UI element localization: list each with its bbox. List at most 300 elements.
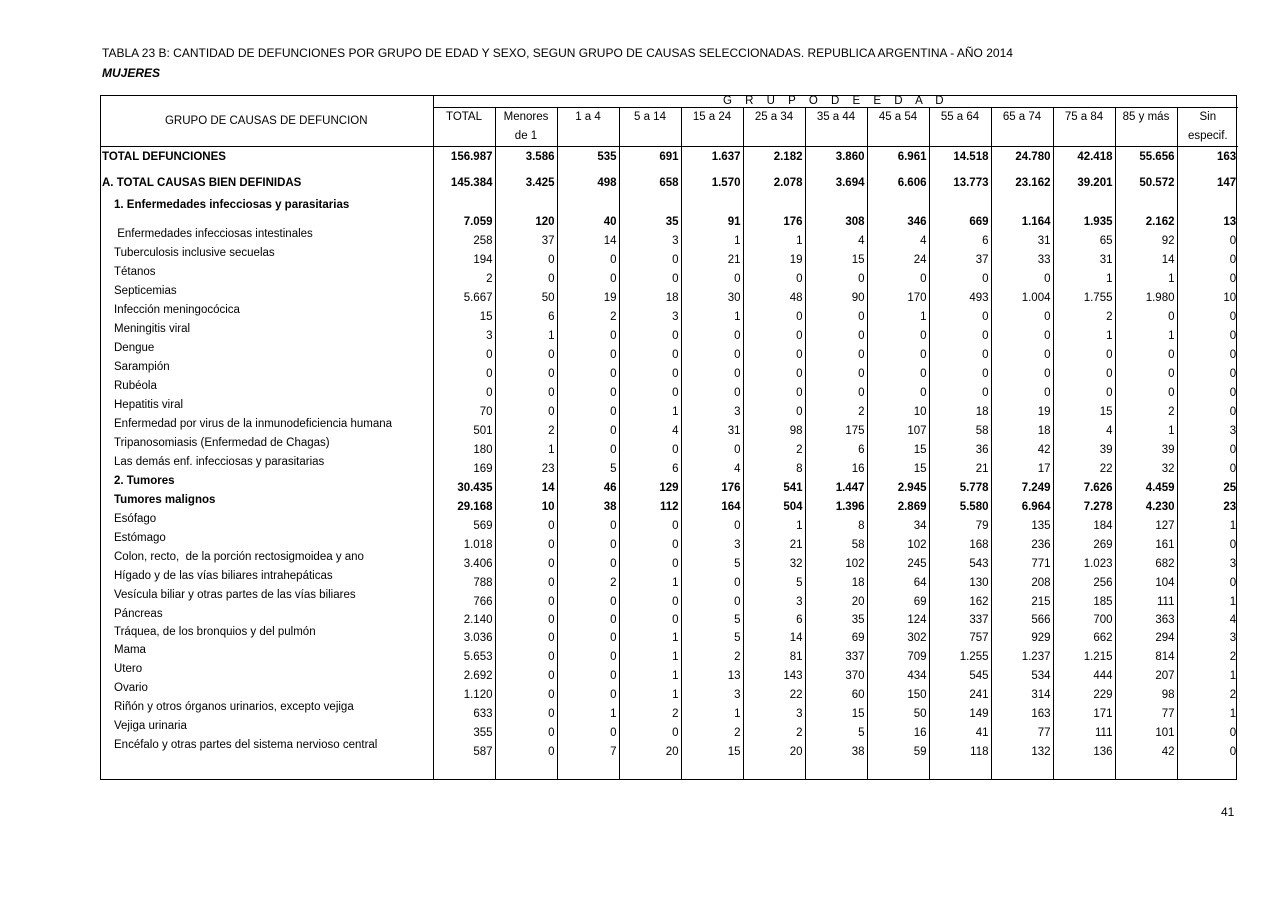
table-cell: 0	[557, 266, 619, 285]
table-cell: 4	[1177, 608, 1238, 626]
table-cell: 0	[1177, 247, 1238, 266]
table-cell: 0	[867, 342, 929, 361]
table-cell: 0	[619, 361, 681, 380]
table-cell: 929	[991, 626, 1053, 644]
column-header	[867, 108, 929, 147]
table-cell: 566	[991, 608, 1053, 626]
table-row	[100, 304, 1238, 323]
table-cell: 0	[619, 323, 681, 342]
table-cell: 0	[495, 701, 557, 720]
table-cell: 215	[991, 589, 1053, 608]
table-cell: 1	[1177, 663, 1238, 682]
table-cell: 10	[495, 494, 557, 513]
row-label: Hígado y de las vías biliares intrahepáticas	[114, 570, 333, 582]
table-cell: 6	[495, 304, 557, 323]
table-cell: 0	[433, 342, 495, 361]
table-cell: 0	[495, 266, 557, 285]
table-cell: 136	[1053, 739, 1115, 758]
table-cell: 434	[867, 663, 929, 682]
table-row	[100, 682, 1238, 701]
table-cell: 0	[557, 626, 619, 644]
table-cell: 633	[433, 701, 495, 720]
table-cell: 15	[867, 437, 929, 456]
table-cell: 5	[743, 570, 805, 589]
table-row	[100, 644, 1238, 663]
table-cell: 30.435	[433, 475, 495, 494]
table-cell: 0	[557, 380, 619, 399]
table-cell: 168	[929, 532, 991, 551]
table-cell: 0	[495, 682, 557, 701]
table-cell: 0	[867, 266, 929, 285]
column-header	[681, 108, 743, 147]
table-cell: 4	[867, 228, 929, 247]
filler-cell	[743, 758, 805, 780]
table-cell: 294	[1115, 626, 1177, 644]
table-cell: 60	[805, 682, 867, 701]
column-header	[743, 108, 805, 147]
filler-cell	[805, 758, 867, 780]
table-cell: 69	[805, 626, 867, 644]
row-label: Enfermedades infecciosas intestinales	[114, 228, 313, 240]
table-cell: 130	[929, 570, 991, 589]
table-cell: 1.255	[929, 644, 991, 663]
table-cell: 337	[929, 608, 991, 626]
column-header-line1: 25 a 34	[754, 111, 794, 123]
table-cell: 0	[557, 437, 619, 456]
table-cell: 0	[1053, 380, 1115, 399]
table-cell: 0	[1177, 720, 1238, 739]
table-cell: 14.518	[929, 147, 991, 168]
table-cell: 0	[1177, 570, 1238, 589]
table-cell: 757	[929, 626, 991, 644]
table-cell: 59	[867, 739, 929, 758]
table-cell: 6	[619, 456, 681, 475]
column-header-line1: 65 a 74	[1002, 111, 1042, 123]
row-label: Rubéola	[114, 380, 157, 392]
table-cell: 0	[805, 342, 867, 361]
table-cell: 112	[619, 494, 681, 513]
filler-cell	[681, 758, 743, 780]
table-cell: 3	[1177, 418, 1238, 437]
table-cell: 5	[681, 626, 743, 644]
table-cell: 370	[805, 663, 867, 682]
table-cell: 2.869	[867, 494, 929, 513]
table-cell: 0	[557, 247, 619, 266]
row-label: Infección meningocócica	[114, 304, 240, 316]
table-cell: 1	[743, 228, 805, 247]
filler-cell	[433, 758, 495, 780]
table-cell: 102	[805, 551, 867, 570]
table-cell: 0	[495, 663, 557, 682]
row-label: Tétanos	[114, 266, 156, 278]
table-cell: 35	[619, 199, 681, 228]
table-cell: 18	[619, 285, 681, 304]
table-cell: 150	[867, 682, 929, 701]
table-cell: 176	[681, 475, 743, 494]
table-cell: 0	[557, 663, 619, 682]
table-cell: 1	[1115, 418, 1177, 437]
table-cell: 55.656	[1115, 147, 1177, 168]
table-cell: 1	[743, 513, 805, 532]
column-header	[1053, 108, 1115, 147]
table-cell: 0	[557, 532, 619, 551]
table-cell: 14	[1115, 247, 1177, 266]
table-cell: 0	[681, 361, 743, 380]
table-cell: 29.168	[433, 494, 495, 513]
table-cell: 258	[433, 228, 495, 247]
filler-cell	[991, 758, 1053, 780]
table-cell: 355	[433, 720, 495, 739]
table-cell: 5	[681, 608, 743, 626]
table-cell: 0	[495, 399, 557, 418]
table-cell: 7	[557, 739, 619, 758]
table-cell: 101	[1115, 720, 1177, 739]
table-cell: 14	[743, 626, 805, 644]
table-cell: 0	[495, 626, 557, 644]
table-cell: 111	[1053, 720, 1115, 739]
table-cell: 111	[1115, 589, 1177, 608]
table-cell: 1.396	[805, 494, 867, 513]
table-cell: 163	[991, 701, 1053, 720]
table-cell: 16	[805, 456, 867, 475]
table-cell: 0	[619, 342, 681, 361]
table-cell: 0	[929, 380, 991, 399]
table-cell: 0	[1177, 437, 1238, 456]
table-row	[100, 167, 1238, 199]
table-cell: 129	[619, 475, 681, 494]
filler-cell	[867, 758, 929, 780]
table-row	[100, 399, 1238, 418]
table-cell: 444	[1053, 663, 1115, 682]
table-cell: 20	[805, 589, 867, 608]
table-cell: 38	[805, 739, 867, 758]
table-cell: 65	[1053, 228, 1115, 247]
table-cell: 1	[619, 399, 681, 418]
filler-cell	[557, 758, 619, 780]
table-cell: 4.230	[1115, 494, 1177, 513]
table-cell: 0	[619, 513, 681, 532]
table-cell: 42	[1115, 739, 1177, 758]
table-row	[100, 342, 1238, 361]
table-cell: 90	[805, 285, 867, 304]
table-cell: 34	[867, 513, 929, 532]
table-cell: 5.667	[433, 285, 495, 304]
table-cell: 0	[1177, 323, 1238, 342]
filler-cell	[495, 758, 557, 780]
table-header	[100, 95, 1238, 147]
table-cell: 38	[557, 494, 619, 513]
table-cell: 6.964	[991, 494, 1053, 513]
row-label: Tuberculosis inclusive secuelas	[114, 247, 275, 259]
table-cell: 2	[681, 644, 743, 663]
table-cell: 0	[1177, 399, 1238, 418]
table-cell: 0	[743, 380, 805, 399]
table-cell: 5	[557, 456, 619, 475]
column-header	[495, 108, 557, 147]
table-cell: 2	[619, 701, 681, 720]
table-cell: 2	[1177, 644, 1238, 663]
table-cell: 149	[929, 701, 991, 720]
table-cell: 2	[1053, 304, 1115, 323]
table-cell: 6.961	[867, 147, 929, 168]
table-cell: 18	[991, 418, 1053, 437]
table-cell: 0	[619, 589, 681, 608]
table-cell: 0	[681, 266, 743, 285]
table-cell: 5.778	[929, 475, 991, 494]
column-header	[1177, 108, 1238, 147]
table-row	[100, 228, 1238, 247]
table-cell: 0	[867, 361, 929, 380]
table-cell: 6	[929, 228, 991, 247]
table-cell: 2.078	[743, 167, 805, 199]
row-label: Enfermedad por virus de la inmunodeficiencia humana	[114, 418, 393, 430]
table-cell: 766	[433, 589, 495, 608]
table-cell: 0	[929, 323, 991, 342]
table-cell: 0	[495, 608, 557, 626]
table-cell: 162	[929, 589, 991, 608]
table-cell: 5.653	[433, 644, 495, 663]
table-cell: 0	[557, 361, 619, 380]
table-cell: 118	[929, 739, 991, 758]
table-cell: 77	[991, 720, 1053, 739]
table-cell: 171	[1053, 701, 1115, 720]
row-label: Dengue	[114, 342, 155, 354]
table-cell: 0	[557, 644, 619, 663]
table-cell: 662	[1053, 626, 1115, 644]
table-cell: 15	[433, 304, 495, 323]
table-row	[100, 626, 1238, 644]
table-cell: 24.780	[991, 147, 1053, 168]
table-cell: 3	[681, 532, 743, 551]
table-cell: 48	[743, 285, 805, 304]
table-cell: 2	[805, 399, 867, 418]
table-cell: 0	[805, 380, 867, 399]
filler-cell	[929, 758, 991, 780]
table-cell: 69	[867, 589, 929, 608]
table-cell: 0	[495, 513, 557, 532]
table-cell: 7.626	[1053, 475, 1115, 494]
table-cell: 3	[681, 682, 743, 701]
table-cell: 256	[1053, 570, 1115, 589]
table-cell: 0	[867, 380, 929, 399]
table-cell: 1.018	[433, 532, 495, 551]
table-cell: 50	[495, 285, 557, 304]
table-cell: 36	[929, 437, 991, 456]
table-cell: 0	[619, 551, 681, 570]
table-cell: 156.987	[433, 147, 495, 168]
table-cell: 5.580	[929, 494, 991, 513]
table-cell: 10	[867, 399, 929, 418]
table-cell: 245	[867, 551, 929, 570]
table-cell: 0	[681, 323, 743, 342]
table-cell: 7.249	[991, 475, 1053, 494]
table-cell: 0	[929, 342, 991, 361]
table-cell: 0	[619, 608, 681, 626]
table-cell: 32	[743, 551, 805, 570]
table-cell: 7.059	[433, 199, 495, 228]
table-cell: 0	[557, 399, 619, 418]
table-cell: 2	[743, 720, 805, 739]
table-cell: 1	[867, 304, 929, 323]
table-cell: 0	[619, 720, 681, 739]
table-cell: 91	[681, 199, 743, 228]
table-filler-row	[100, 758, 1238, 780]
table-cell: 41	[929, 720, 991, 739]
table-cell: 18	[929, 399, 991, 418]
table-cell: 1.215	[1053, 644, 1115, 663]
table-cell: 2.945	[867, 475, 929, 494]
row-label: 2. Tumores	[114, 475, 175, 487]
column-header	[433, 108, 495, 147]
table-row	[100, 551, 1238, 570]
table-cell: 2	[743, 437, 805, 456]
table-cell: 208	[991, 570, 1053, 589]
column-header-line1: 1 a 4	[575, 111, 601, 123]
table-row	[100, 701, 1238, 720]
table-cell: 2.182	[743, 147, 805, 168]
table-row	[100, 532, 1238, 551]
column-header	[991, 108, 1053, 147]
table-cell: 0	[1115, 342, 1177, 361]
table-cell: 35	[805, 608, 867, 626]
table-cell: 92	[1115, 228, 1177, 247]
table-cell: 0	[495, 720, 557, 739]
table-cell: 3.694	[805, 167, 867, 199]
table-cell: 42	[991, 437, 1053, 456]
table-cell: 104	[1115, 570, 1177, 589]
row-label: Ovario	[114, 682, 148, 694]
table-cell: 184	[1053, 513, 1115, 532]
table-cell: 1	[681, 701, 743, 720]
table-cell: 39.201	[1053, 167, 1115, 199]
table-cell: 0	[495, 739, 557, 758]
table-cell: 0	[619, 532, 681, 551]
table-cell: 13	[1177, 199, 1238, 228]
age-group-header: G R U P O D E E D A D	[433, 95, 1238, 108]
table-cell: 0	[743, 361, 805, 380]
table-cell: 64	[867, 570, 929, 589]
table-cell: 0	[681, 437, 743, 456]
table-cell: 534	[991, 663, 1053, 682]
table-cell: 0	[557, 589, 619, 608]
table-cell: 0	[495, 570, 557, 589]
table-cell: 0	[433, 380, 495, 399]
table-cell: 0	[1053, 361, 1115, 380]
table-cell: 0	[991, 266, 1053, 285]
table-subtitle: MUJERES	[102, 66, 161, 80]
table-cell: 0	[991, 361, 1053, 380]
table-cell: 15	[681, 739, 743, 758]
table-cell: 0	[929, 361, 991, 380]
table-cell: 0	[557, 323, 619, 342]
table-cell: 0	[495, 361, 557, 380]
table-cell: 39	[1053, 437, 1115, 456]
table-cell: 269	[1053, 532, 1115, 551]
table-cell: 1	[1177, 589, 1238, 608]
table-cell: 0	[433, 361, 495, 380]
table-cell: 31	[991, 228, 1053, 247]
table-cell: 4	[1053, 418, 1115, 437]
table-cell: 0	[991, 380, 1053, 399]
table-row	[100, 513, 1238, 532]
table-row	[100, 266, 1238, 285]
table-cell: 0	[619, 380, 681, 399]
table-cell: 5	[805, 720, 867, 739]
table-cell: 0	[867, 323, 929, 342]
table-row	[100, 494, 1238, 513]
table-row	[100, 147, 1238, 168]
table-cell: 3	[619, 304, 681, 323]
table-cell: 0	[557, 513, 619, 532]
table-cell: 0	[1177, 228, 1238, 247]
column-header-line1: 75 a 84	[1064, 111, 1104, 123]
table-cell: 16	[867, 720, 929, 739]
table-cell: 4	[681, 456, 743, 475]
table-cell: 545	[929, 663, 991, 682]
table-cell: 302	[867, 626, 929, 644]
table-cell: 2.140	[433, 608, 495, 626]
table-cell: 3	[433, 323, 495, 342]
table-cell: 185	[1053, 589, 1115, 608]
column-header-line1: 35 a 44	[816, 111, 856, 123]
table-cell: 1	[1177, 701, 1238, 720]
row-label: Septicemias	[114, 285, 177, 297]
table-cell: 2.162	[1115, 199, 1177, 228]
table-cell: 0	[1177, 456, 1238, 475]
column-header-line1: 45 a 54	[878, 111, 918, 123]
table-cell: 1.935	[1053, 199, 1115, 228]
table-cell: 15	[1053, 399, 1115, 418]
table-cell: 1.980	[1115, 285, 1177, 304]
table-cell: 0	[1177, 304, 1238, 323]
column-header-line1: Sin	[1199, 111, 1217, 123]
table-cell: 0	[1053, 342, 1115, 361]
table-cell: 21	[743, 532, 805, 551]
table-cell: 0	[495, 551, 557, 570]
table-cell: 3	[619, 228, 681, 247]
table-row	[100, 285, 1238, 304]
table-cell: 501	[433, 418, 495, 437]
table-cell: 1	[495, 437, 557, 456]
table-cell: 0	[743, 323, 805, 342]
table-cell: 21	[681, 247, 743, 266]
table-cell: 145.384	[433, 167, 495, 199]
row-label: Vesícula biliar y otras partes de las vías biliares	[114, 589, 356, 601]
table-cell: 21	[929, 456, 991, 475]
table-cell: 23	[495, 456, 557, 475]
table-cell: 1	[1053, 266, 1115, 285]
table-cell: 6	[805, 437, 867, 456]
row-label: Colon, recto, de la porción rectosigmoidea y ano	[114, 551, 364, 563]
table-cell: 2.692	[433, 663, 495, 682]
table-cell: 25	[1177, 475, 1238, 494]
table-cell: 504	[743, 494, 805, 513]
mortality-table	[100, 95, 1238, 780]
row-label: Riñón y otros órganos urinarios, excepto vejiga	[114, 701, 354, 713]
table-cell: 32	[1115, 456, 1177, 475]
table-row	[100, 199, 1238, 228]
table-cell: 1	[619, 682, 681, 701]
table-cell: 0	[619, 266, 681, 285]
table-cell: 346	[867, 199, 929, 228]
table-cell: 658	[619, 167, 681, 199]
table-cell: 98	[743, 418, 805, 437]
row-label: Hepatitis viral	[114, 399, 184, 411]
table-cell: 23	[1177, 494, 1238, 513]
column-header-line1: 5 a 14	[634, 111, 666, 123]
row-label: Sarampión	[114, 361, 170, 373]
row-label: 1. Enfermedades infecciosas y parasitarias	[114, 199, 350, 211]
